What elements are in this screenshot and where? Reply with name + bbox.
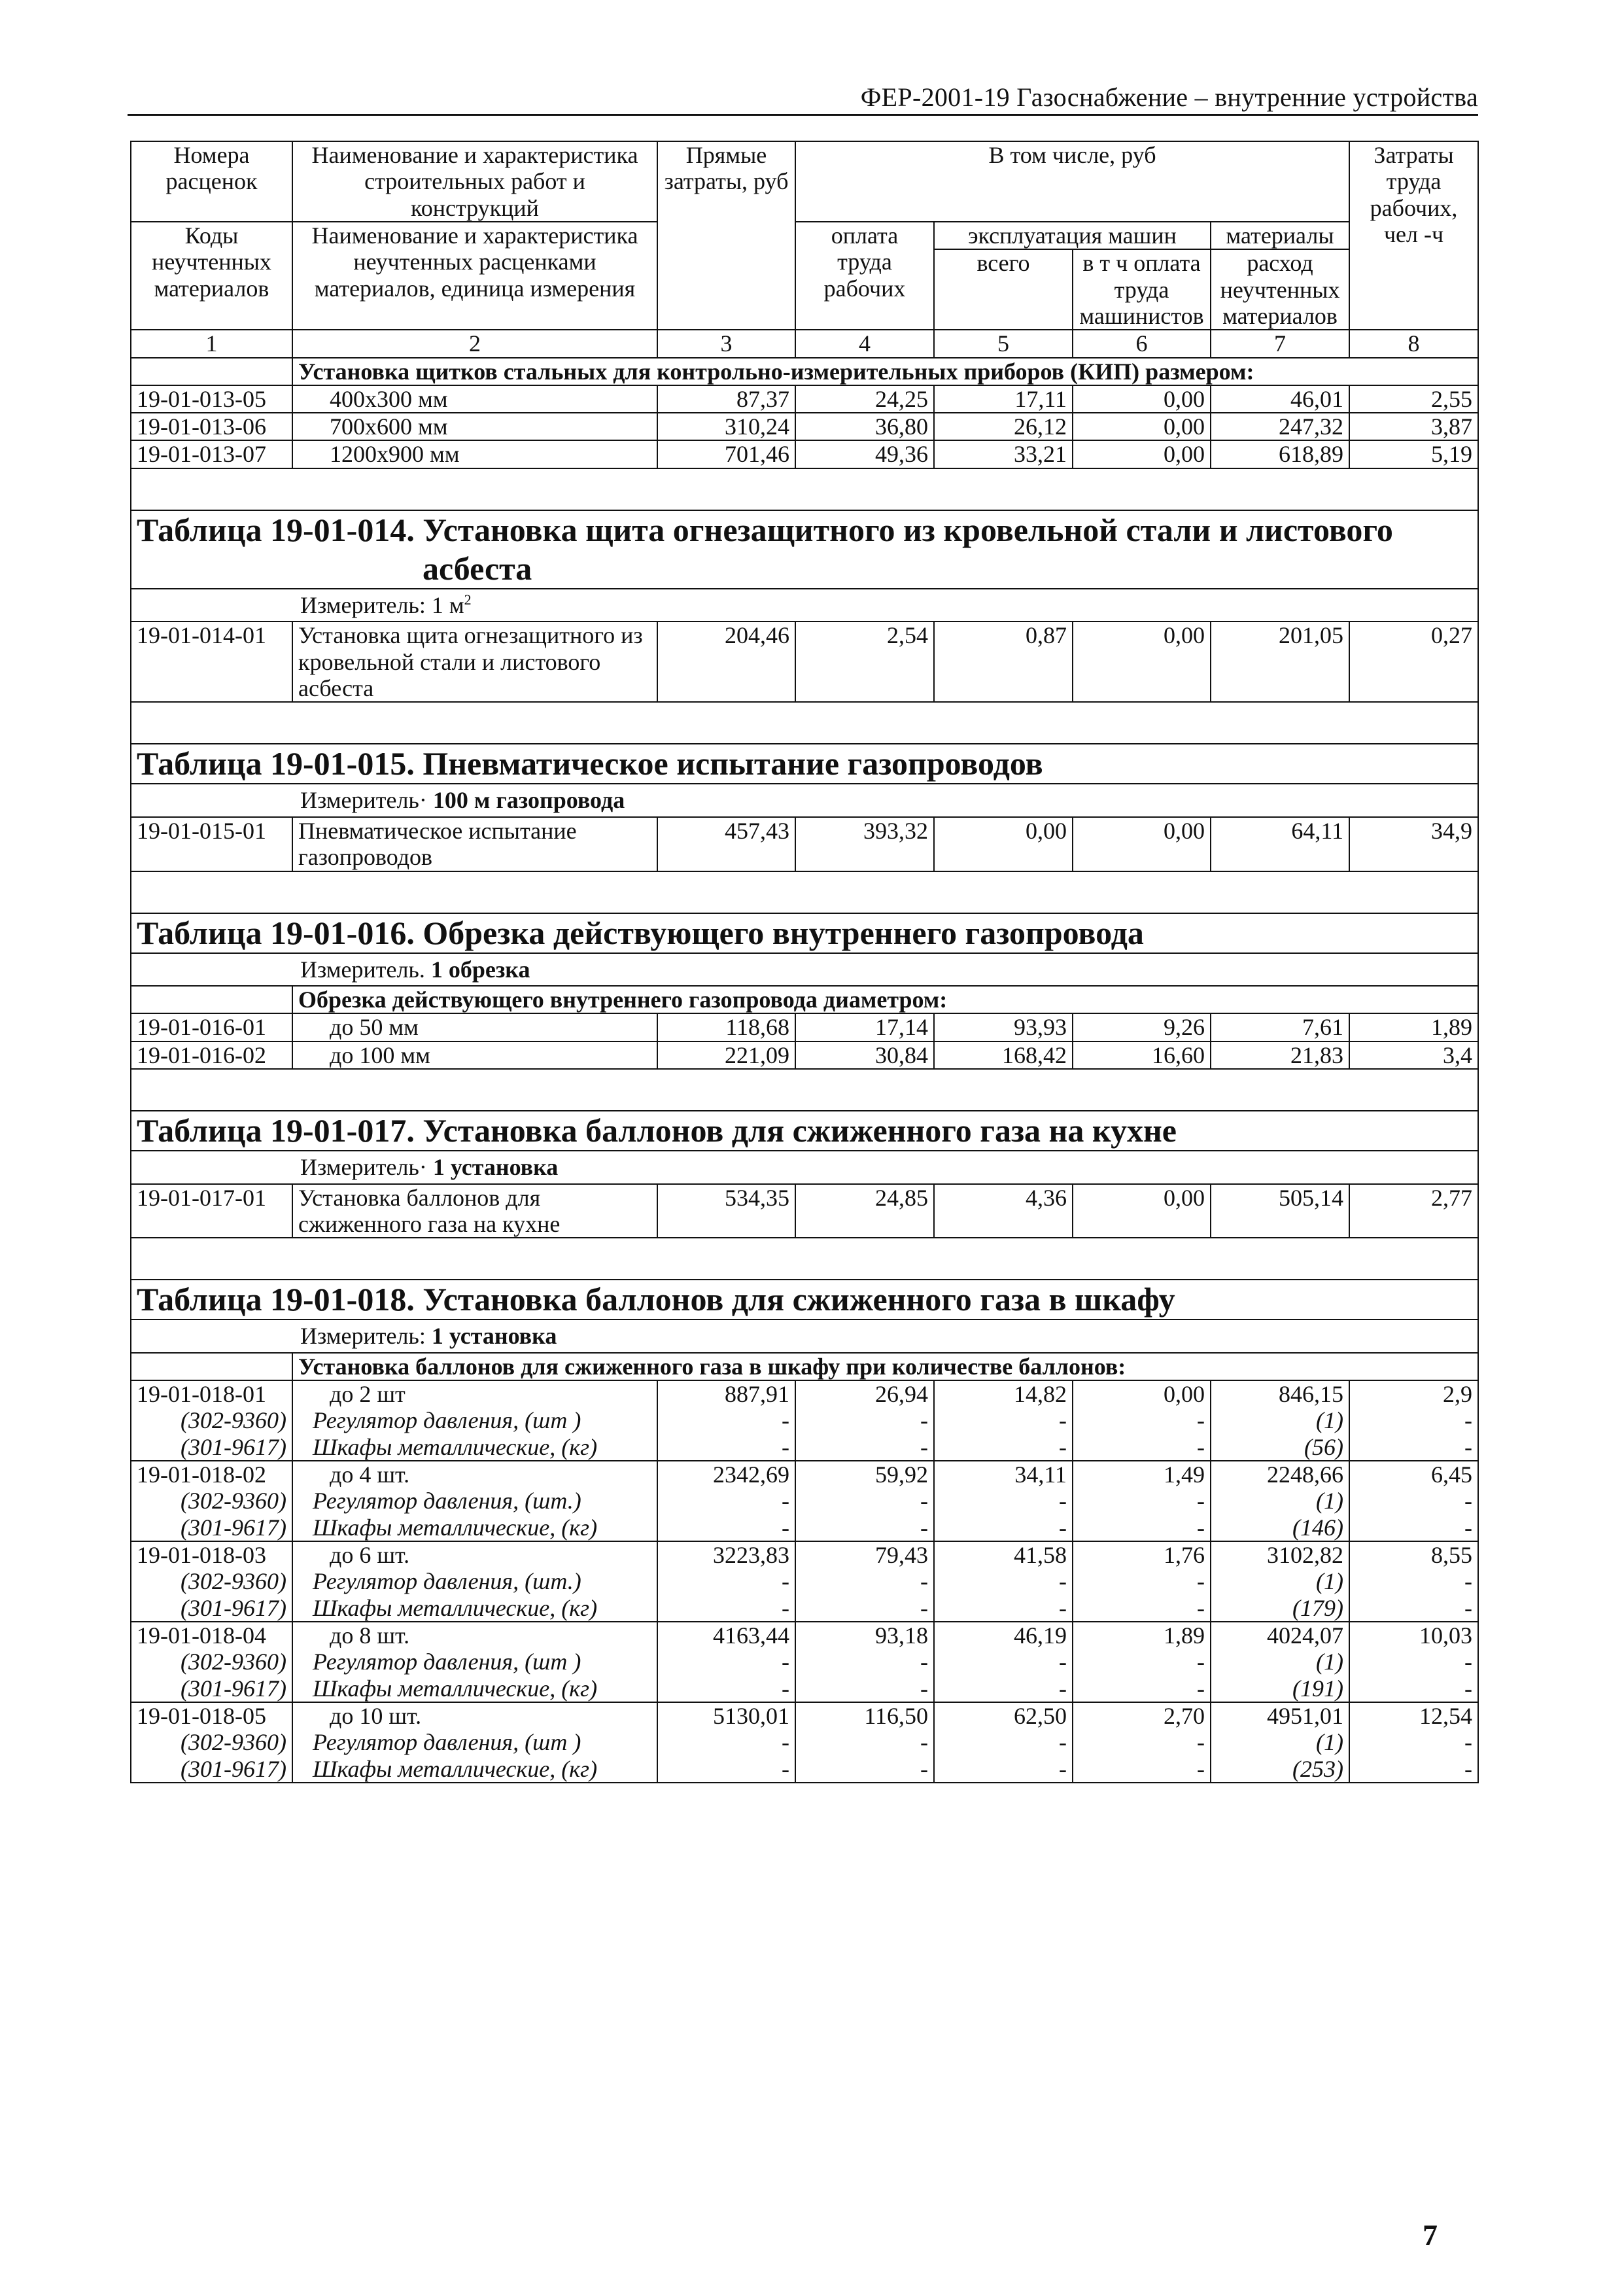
cell-labor-pay: 79,43 — [795, 1541, 934, 1568]
cell-materials: (1) — [1211, 1729, 1349, 1755]
measure-016: Измеритель. 1 обрезка — [300, 956, 530, 983]
cell-machines-total: 41,58 — [934, 1541, 1073, 1568]
cell-work-name: до 8 шт. — [292, 1622, 657, 1649]
cell-labor-pay: 36,80 — [795, 413, 934, 440]
cell-direct-cost: 118,68 — [657, 1013, 795, 1041]
column-index-row — [131, 330, 1478, 357]
cell-direct-cost: - — [657, 1568, 795, 1594]
cell-materials: 201,05 — [1211, 621, 1349, 702]
cell-machines-driver-pay: 0,00 — [1073, 817, 1211, 871]
cell-machines-driver-pay: - — [1073, 1434, 1211, 1461]
cell-materials: 505,14 — [1211, 1184, 1349, 1238]
running-header — [128, 81, 1478, 116]
cell-labor-pay: 393,32 — [795, 817, 934, 871]
table-row-material — [131, 1649, 1478, 1675]
cell-machines-total: 14,82 — [934, 1380, 1073, 1407]
cell-labor-pay: - — [795, 1729, 934, 1755]
cell-machines-total: - — [934, 1514, 1073, 1541]
rates-sheet — [130, 141, 1477, 1783]
cell-work-name: Шкафы металлические, (кг) — [292, 1756, 657, 1783]
measure-014: Измеритель: 1 $м^2$ — [300, 591, 472, 618]
cell-direct-cost: - — [657, 1756, 795, 1783]
cell-materials: (191) — [1211, 1675, 1349, 1702]
cell-direct-cost: 4163,44 — [657, 1622, 795, 1649]
col-header-materials: материалы — [1211, 222, 1349, 249]
cell-direct-cost: 2342,69 — [657, 1461, 795, 1488]
cell-labor-hours: 3,4 — [1349, 1041, 1478, 1069]
cell-materials: (179) — [1211, 1595, 1349, 1622]
cell-machines-driver-pay: 1,76 — [1073, 1541, 1211, 1568]
cell-rate-code: 19-01-014-01 — [131, 621, 292, 702]
rates-table — [130, 141, 1479, 1783]
cell-materials: (1) — [1211, 1488, 1349, 1514]
table-row-main — [131, 1461, 1478, 1488]
col-header-direct-cost: Прямые затраты, руб — [657, 141, 795, 330]
cell-materials: 46,01 — [1211, 385, 1349, 413]
cell-machines-total: - — [934, 1595, 1073, 1622]
cell-machines-total: - — [934, 1434, 1073, 1461]
cell-labor-pay: 26,94 — [795, 1380, 934, 1407]
cell-direct-cost: 310,24 — [657, 413, 795, 440]
subheader-row — [131, 358, 1478, 385]
cell-work-name: Установка щита огнезащитного из кровельной стали и листового асбеста — [292, 621, 657, 702]
cell-machines-total: 93,93 — [934, 1013, 1073, 1041]
cell-work-name: 700х600 мм — [292, 413, 657, 440]
cell-work-name: до 6 шт. — [292, 1541, 657, 1568]
col-index: 2 — [292, 330, 657, 357]
cell-materials: (56) — [1211, 1434, 1349, 1461]
cell-labor-hours: 6,45 — [1349, 1461, 1478, 1488]
cell-direct-cost: - — [657, 1488, 795, 1514]
cell-rate-code: 19-01-018-01 — [131, 1380, 292, 1407]
table-row — [131, 413, 1478, 440]
column-header-row-1 — [131, 141, 1478, 222]
cell-labor-hours: - — [1349, 1675, 1478, 1702]
cell-work-name: Установка баллонов для сжиженного газа на кухне — [292, 1184, 657, 1238]
cell-labor-pay: 30,84 — [795, 1041, 934, 1069]
cell-direct-cost: 204,46 — [657, 621, 795, 702]
cell-rate-code: (301-9617) — [131, 1756, 292, 1783]
cell-work-name: до 10 шт. — [292, 1702, 657, 1729]
table-row-material — [131, 1675, 1478, 1702]
t014-rows — [131, 621, 1478, 702]
cell-machines-total: - — [934, 1407, 1073, 1433]
cell-labor-pay: 93,18 — [795, 1622, 934, 1649]
cell-work-name: Регулятор давления, (шт ) — [292, 1729, 657, 1755]
table-row-material — [131, 1756, 1478, 1783]
cell-work-name: до 50 мм — [292, 1013, 657, 1041]
cell-labor-pay: - — [795, 1649, 934, 1675]
cell-labor-pay: - — [795, 1488, 934, 1514]
table-row-material — [131, 1434, 1478, 1461]
cell-labor-hours: 34,9 — [1349, 817, 1478, 871]
cell-machines-driver-pay: 0,00 — [1073, 1184, 1211, 1238]
cell-machines-total: 0,87 — [934, 621, 1073, 702]
col-index: 3 — [657, 330, 795, 357]
cell-direct-cost: 87,37 — [657, 385, 795, 413]
table-row-main — [131, 1541, 1478, 1568]
table-caption-016: Таблица 19-01-016. Обрезка действующего внутреннего газопровода — [137, 914, 1144, 951]
cell-machines-total: - — [934, 1649, 1073, 1675]
col-header-rate-number: Номера расценок — [131, 141, 292, 222]
cell-rate-code: (302-9360) — [131, 1649, 292, 1675]
cell-direct-cost: - — [657, 1649, 795, 1675]
cell-direct-cost: 5130,01 — [657, 1702, 795, 1729]
col-index: 1 — [131, 330, 292, 357]
cell-materials: 618,89 — [1211, 440, 1349, 468]
cell-labor-pay: - — [795, 1407, 934, 1433]
col-header-machines-total: всего — [934, 249, 1073, 330]
cell-machines-total: - — [934, 1568, 1073, 1594]
cell-labor-pay: - — [795, 1595, 934, 1622]
cell-rate-code: (302-9360) — [131, 1407, 292, 1433]
col-index: 6 — [1073, 330, 1211, 357]
cell-labor-pay: 24,25 — [795, 385, 934, 413]
table-row — [131, 817, 1478, 871]
cell-labor-hours: - — [1349, 1514, 1478, 1541]
subheader-013: Установка щитков стальных для контрольно-измерительных приборов (КИП) размером: — [292, 358, 1478, 385]
table-row — [131, 1013, 1478, 1041]
cell-direct-cost: 701,46 — [657, 440, 795, 468]
cell-work-name: до 4 шт. — [292, 1461, 657, 1488]
cell-labor-pay: 24,85 — [795, 1184, 934, 1238]
cell-rate-code: (301-9617) — [131, 1595, 292, 1622]
cell-direct-cost: - — [657, 1434, 795, 1461]
table-row-material — [131, 1595, 1478, 1622]
cell-rate-code: 19-01-018-04 — [131, 1622, 292, 1649]
cell-direct-cost: 3223,83 — [657, 1541, 795, 1568]
cell-rate-code: 19-01-015-01 — [131, 817, 292, 871]
cell-machines-total: 26,12 — [934, 413, 1073, 440]
cell-machines-total: - — [934, 1756, 1073, 1783]
table-row-material — [131, 1729, 1478, 1755]
cell-direct-cost: 534,35 — [657, 1184, 795, 1238]
cell-rate-code: 19-01-013-06 — [131, 413, 292, 440]
cell-rate-code: (301-9617) — [131, 1434, 292, 1461]
cell-machines-driver-pay: - — [1073, 1595, 1211, 1622]
cell-direct-cost: - — [657, 1595, 795, 1622]
cell-labor-hours: - — [1349, 1756, 1478, 1783]
cell-machines-driver-pay: - — [1073, 1649, 1211, 1675]
cell-machines-total: 34,11 — [934, 1461, 1073, 1488]
cell-machines-driver-pay: 0,00 — [1073, 385, 1211, 413]
cell-machines-driver-pay: 9,26 — [1073, 1013, 1211, 1041]
cell-labor-hours: 2,77 — [1349, 1184, 1478, 1238]
col-header-material-name: Наименование и характеристика неучтенных расценками материалов, единица измерения — [292, 222, 657, 330]
cell-machines-total: 62,50 — [934, 1702, 1073, 1729]
cell-machines-driver-pay: - — [1073, 1729, 1211, 1755]
cell-work-name: Регулятор давления, (шт.) — [292, 1568, 657, 1594]
cell-labor-hours: 2,9 — [1349, 1380, 1478, 1407]
cell-machines-driver-pay: - — [1073, 1675, 1211, 1702]
subheader-018: Установка баллонов для сжиженного газа в шкафу при количестве баллонов: — [292, 1353, 1478, 1380]
cell-rate-code: 19-01-013-05 — [131, 385, 292, 413]
cell-labor-hours: 3,87 — [1349, 413, 1478, 440]
caption-row-014 — [131, 510, 1478, 589]
table-caption-015: Таблица 19-01-015. Пневматическое испытание газопроводов — [137, 745, 1043, 782]
table-row-material — [131, 1514, 1478, 1541]
cell-direct-cost: 221,09 — [657, 1041, 795, 1069]
cell-materials: (146) — [1211, 1514, 1349, 1541]
cell-work-name: Шкафы металлические, (кг) — [292, 1434, 657, 1461]
cell-rate-code: (301-9617) — [131, 1514, 292, 1541]
cell-materials: (1) — [1211, 1407, 1349, 1433]
cell-labor-pay: - — [795, 1568, 934, 1594]
cell-direct-cost: - — [657, 1407, 795, 1433]
column-header-row-2 — [131, 222, 1478, 249]
cell-materials: 247,32 — [1211, 413, 1349, 440]
col-index: 7 — [1211, 330, 1349, 357]
cell-work-name: Шкафы металлические, (кг) — [292, 1595, 657, 1622]
table-row — [131, 440, 1478, 468]
cell-machines-total: 46,19 — [934, 1622, 1073, 1649]
cell-rate-code: 19-01-018-02 — [131, 1461, 292, 1488]
table-row-material — [131, 1568, 1478, 1594]
cell-labor-hours: - — [1349, 1568, 1478, 1594]
cell-materials: (1) — [1211, 1568, 1349, 1594]
cell-materials: (1) — [1211, 1649, 1349, 1675]
cell-labor-pay: - — [795, 1514, 934, 1541]
cell-machines-driver-pay: - — [1073, 1514, 1211, 1541]
cell-materials: 21,83 — [1211, 1041, 1349, 1069]
cell-machines-total: 4,36 — [934, 1184, 1073, 1238]
cell-labor-hours: 10,03 — [1349, 1622, 1478, 1649]
cell-machines-total: 0,00 — [934, 817, 1073, 871]
cell-labor-pay: 17,14 — [795, 1013, 934, 1041]
cell-materials: 4951,01 — [1211, 1702, 1349, 1729]
cell-work-name: Пневматическое испытание газопроводов — [292, 817, 657, 871]
cell-direct-cost: 887,91 — [657, 1380, 795, 1407]
table-row — [131, 385, 1478, 413]
cell-materials: 3102,82 — [1211, 1541, 1349, 1568]
col-header-materials-consumption: расход неучтенных материалов — [1211, 249, 1349, 330]
cell-labor-hours: 1,89 — [1349, 1013, 1478, 1041]
cell-rate-code: (302-9360) — [131, 1729, 292, 1755]
cell-machines-driver-pay: - — [1073, 1756, 1211, 1783]
col-header-machines: эксплуатация машин — [934, 222, 1211, 249]
table-caption-018: Таблица 19-01-018. Установка баллонов для сжиженного газа в шкафу — [137, 1281, 1175, 1318]
cell-direct-cost: - — [657, 1675, 795, 1702]
cell-rate-code: 19-01-016-02 — [131, 1041, 292, 1069]
cell-machines-driver-pay: 2,70 — [1073, 1702, 1211, 1729]
cell-materials: 2248,66 — [1211, 1461, 1349, 1488]
col-header-including: В том числе, руб — [795, 141, 1349, 222]
t013-rows — [131, 385, 1478, 468]
table-row-main — [131, 1622, 1478, 1649]
cell-rate-code: (302-9360) — [131, 1568, 292, 1594]
t017-rows — [131, 1184, 1478, 1238]
cell-machines-total: - — [934, 1675, 1073, 1702]
cell-labor-pay: - — [795, 1756, 934, 1783]
cell-machines-total: 17,11 — [934, 385, 1073, 413]
table-row — [131, 1184, 1478, 1238]
cell-work-name: 1200х900 мм — [292, 440, 657, 468]
header-title: ФЕР-2001-19 Газоснабжение – внутренние устройства — [860, 82, 1478, 112]
cell-direct-cost: - — [657, 1729, 795, 1755]
cell-labor-hours: 2,55 — [1349, 385, 1478, 413]
cell-work-name: Регулятор давления, (шт ) — [292, 1649, 657, 1675]
col-header-machines-driver-pay: в т ч оплата труда машинистов — [1073, 249, 1211, 330]
cell-labor-pay: - — [795, 1675, 934, 1702]
cell-materials: 7,61 — [1211, 1013, 1349, 1041]
cell-labor-hours: - — [1349, 1434, 1478, 1461]
cell-rate-code: 19-01-017-01 — [131, 1184, 292, 1238]
cell-materials: 4024,07 — [1211, 1622, 1349, 1649]
t018-rows — [131, 1380, 1478, 1783]
cell-labor-pay: 116,50 — [795, 1702, 934, 1729]
cell-machines-driver-pay: 0,00 — [1073, 621, 1211, 702]
cell-labor-hours: - — [1349, 1649, 1478, 1675]
cell-machines-driver-pay: 1,89 — [1073, 1622, 1211, 1649]
measure-018: Измеритель: 1 установка — [300, 1323, 557, 1350]
cell-labor-hours: - — [1349, 1729, 1478, 1755]
cell-labor-hours: - — [1349, 1488, 1478, 1514]
page-number: 7 — [1423, 2218, 1438, 2252]
cell-machines-driver-pay: - — [1073, 1568, 1211, 1594]
col-header-labor-pay: оплата труда рабочих — [795, 222, 934, 330]
table-row-material — [131, 1407, 1478, 1433]
cell-work-name: до 2 шт — [292, 1380, 657, 1407]
cell-machines-driver-pay: 1,49 — [1073, 1461, 1211, 1488]
t015-rows — [131, 817, 1478, 871]
col-index: 5 — [934, 330, 1073, 357]
cell-machines-driver-pay: 0,00 — [1073, 413, 1211, 440]
cell-labor-pay: 2,54 — [795, 621, 934, 702]
table-row-material — [131, 1488, 1478, 1514]
cell-labor-pay: - — [795, 1434, 934, 1461]
table-row-main — [131, 1702, 1478, 1729]
cell-machines-total: 33,21 — [934, 440, 1073, 468]
table-row-main — [131, 1380, 1478, 1407]
cell-machines-total: - — [934, 1488, 1073, 1514]
table-caption-017: Таблица 19-01-017. Установка баллонов для сжиженного газа на кухне — [137, 1112, 1177, 1149]
col-header-material-codes: Коды неучтенных материалов — [131, 222, 292, 330]
cell-labor-hours: 8,55 — [1349, 1541, 1478, 1568]
cell-labor-hours: 12,54 — [1349, 1702, 1478, 1729]
cell-machines-total: 168,42 — [934, 1041, 1073, 1069]
cell-materials: 846,15 — [1211, 1380, 1349, 1407]
measure-015: Измеритель· 100 м газопровода — [300, 787, 625, 814]
cell-materials: 64,11 — [1211, 817, 1349, 871]
cell-work-name: до 100 мм — [292, 1041, 657, 1069]
cell-rate-code: 19-01-018-03 — [131, 1541, 292, 1568]
cell-work-name: 400х300 мм — [292, 385, 657, 413]
col-index: 8 — [1349, 330, 1478, 357]
col-header-work-name: Наименование и характеристика строительных работ и конструкций — [292, 141, 657, 222]
t016-rows — [131, 1013, 1478, 1069]
cell-machines-driver-pay: - — [1073, 1488, 1211, 1514]
table-row — [131, 621, 1478, 702]
cell-machines-driver-pay: 16,60 — [1073, 1041, 1211, 1069]
measure-017: Измеритель· 1 установка — [300, 1154, 559, 1181]
cell-labor-hours: 5,19 — [1349, 440, 1478, 468]
cell-rate-code: 19-01-013-07 — [131, 440, 292, 468]
cell-rate-code: 19-01-018-05 — [131, 1702, 292, 1729]
cell-labor-hours: 0,27 — [1349, 621, 1478, 702]
cell-labor-pay: 59,92 — [795, 1461, 934, 1488]
cell-materials: (253) — [1211, 1756, 1349, 1783]
cell-direct-cost: 457,43 — [657, 817, 795, 871]
cell-work-name: Шкафы металлические, (кг) — [292, 1675, 657, 1702]
cell-labor-hours: - — [1349, 1595, 1478, 1622]
cell-labor-pay: 49,36 — [795, 440, 934, 468]
cell-machines-driver-pay: - — [1073, 1407, 1211, 1433]
cell-work-name: Шкафы металлические, (кг) — [292, 1514, 657, 1541]
table-caption-014: Таблица 19-01-014. Установка щита огнезащитного из кровельной стали и листового асбеста — [137, 511, 1393, 587]
table-row — [131, 1041, 1478, 1069]
cell-work-name: Регулятор давления, (шт ) — [292, 1407, 657, 1433]
col-index: 4 — [795, 330, 934, 357]
cell-rate-code: 19-01-016-01 — [131, 1013, 292, 1041]
cell-work-name: Регулятор давления, (шт.) — [292, 1488, 657, 1514]
cell-machines-driver-pay: 0,00 — [1073, 440, 1211, 468]
cell-machines-driver-pay: 0,00 — [1073, 1380, 1211, 1407]
cell-rate-code: (301-9617) — [131, 1675, 292, 1702]
cell-rate-code: (302-9360) — [131, 1488, 292, 1514]
cell-machines-total: - — [934, 1729, 1073, 1755]
cell-labor-hours: - — [1349, 1407, 1478, 1433]
col-header-labor-cost: Затраты труда рабочих, чел -ч — [1349, 141, 1478, 330]
cell-direct-cost: - — [657, 1514, 795, 1541]
subheader-016: Обрезка действующего внутреннего газопровода диаметром: — [292, 986, 1478, 1013]
